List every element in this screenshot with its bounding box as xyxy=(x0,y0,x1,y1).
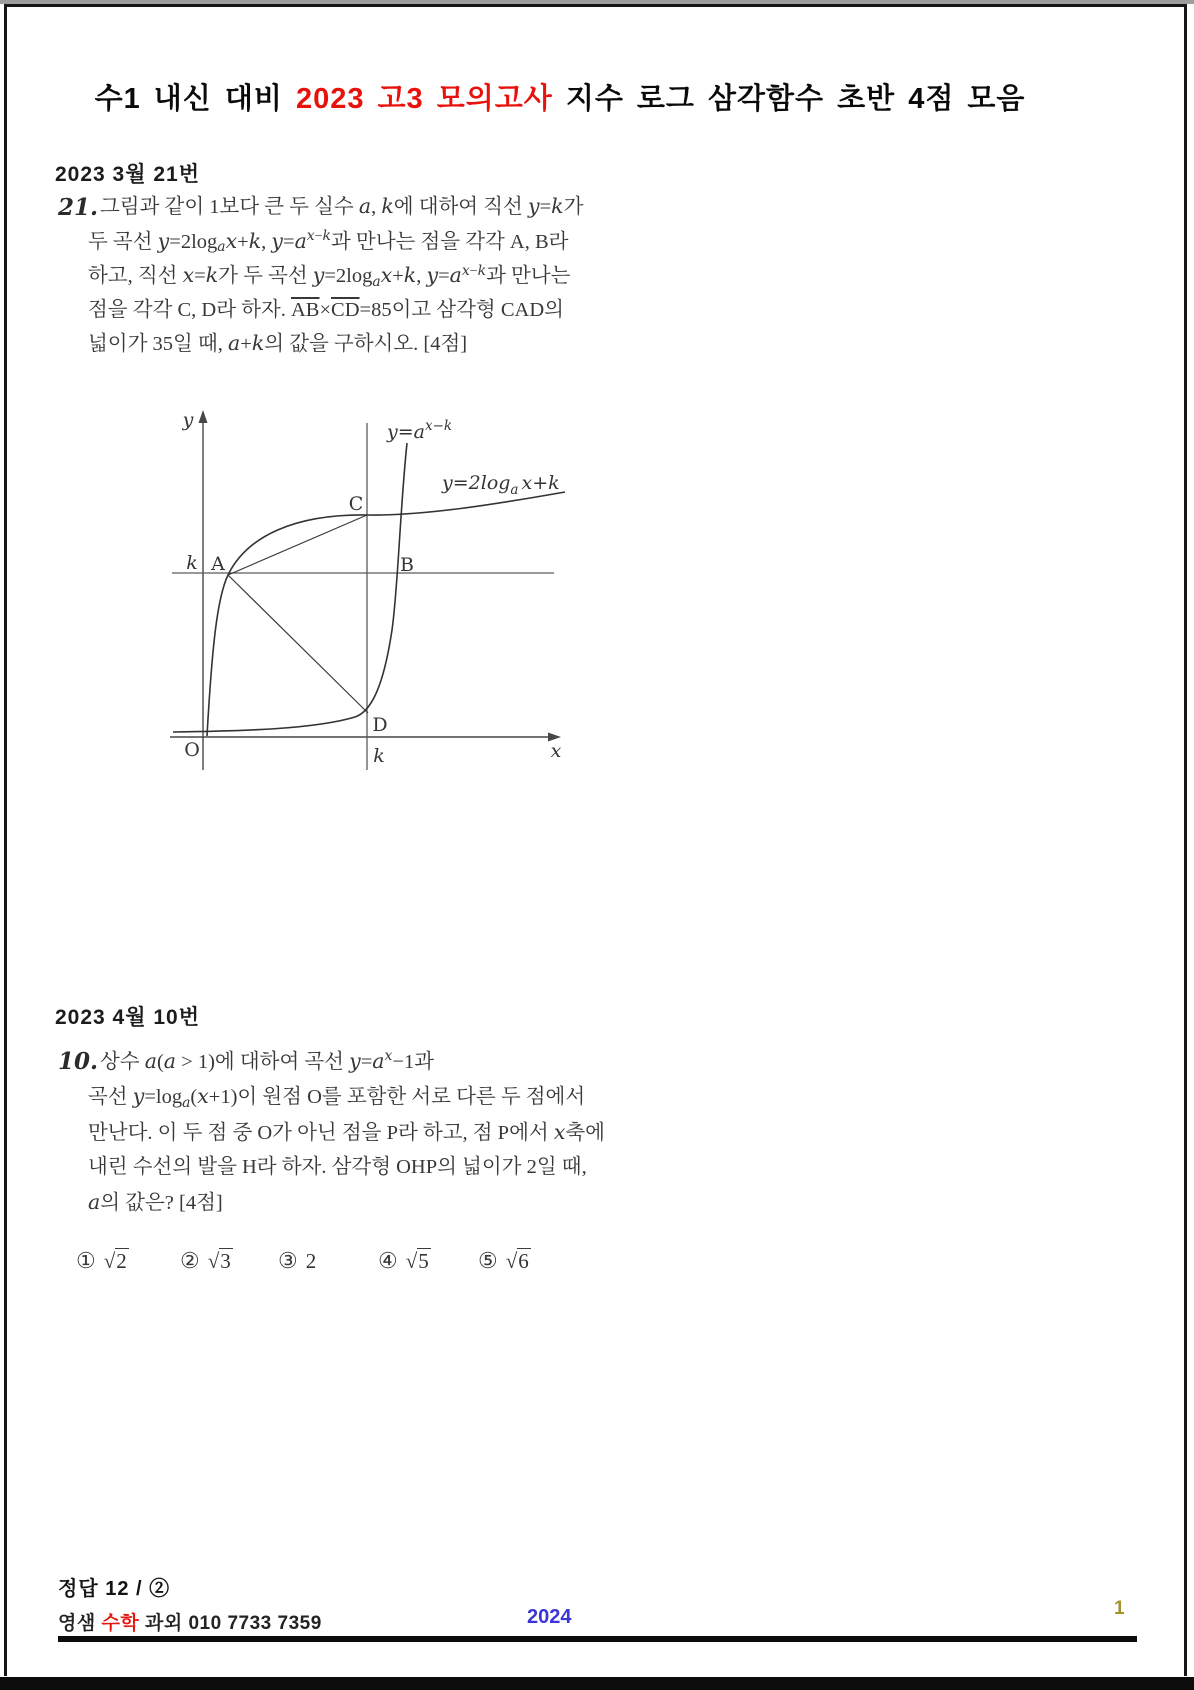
problem21-date-label: 2023 3월 21번 xyxy=(55,163,200,186)
footer-divider xyxy=(58,1636,1137,1642)
problem10-line: 만난다. 이 두 점 중 O가 아닌 점을 P라 하고, 점 P에서 x축에 xyxy=(88,1119,605,1144)
choice-1-number: ① xyxy=(76,1248,96,1273)
segment-ac xyxy=(228,515,367,575)
k-label-y-axis: k xyxy=(186,552,198,574)
log-curve-label: $y=2\log_a$ x+k xyxy=(442,472,560,498)
page-title xyxy=(30,76,1090,117)
problem21-line: 두 곡선 $y=2\log_ax+k$, $y=a^{x-k}$과 만나는 점을 각각 A, B라 xyxy=(88,227,569,256)
x-axis-label: x xyxy=(550,740,562,762)
problem21-line: 점을 각각 C, D라 하자. $\overline{AB}\times\overline{CD}=85$이고 삼각형 CAD의 xyxy=(88,298,564,321)
choice-1-value: √2 xyxy=(103,1249,127,1273)
choice-3 xyxy=(278,1248,316,1274)
exp-curve xyxy=(173,443,407,732)
problem10-line: a의 값은? [4점] xyxy=(88,1189,223,1214)
k-label-x-axis: k xyxy=(373,745,385,767)
choice-4 xyxy=(378,1248,431,1274)
title-highlight: 2023 고3 모의고사 xyxy=(295,83,553,115)
footer-year: 2024 xyxy=(527,1606,572,1628)
problem21-line: 넓이가 35일 때, a+k의 값을 구하시오. [4점] xyxy=(88,331,468,356)
problem10-body xyxy=(58,1044,668,1220)
choice-2 xyxy=(180,1248,233,1274)
problem21-body xyxy=(58,190,668,362)
choice-4-number: ④ xyxy=(378,1248,398,1273)
choice-5-value: √6 xyxy=(505,1249,529,1273)
problem10-number: 10. xyxy=(58,1048,99,1075)
problem21-figure xyxy=(155,380,575,777)
title-suffix: 지수 로그 삼각함수 초반 4점 모음 xyxy=(552,83,1026,115)
footer-contact-suffix: 과외 010 7733 7359 xyxy=(139,1613,322,1634)
point-d-label: D xyxy=(372,714,388,736)
point-c-label: C xyxy=(348,493,364,515)
point-b-label: B xyxy=(400,554,414,576)
y-axis-label: y xyxy=(182,409,194,431)
problem21-line: 그림과 같이 1보다 큰 두 실수 a, k에 대하여 직선 y=k가 xyxy=(100,194,584,218)
answer-summary: 정답 12 / ② xyxy=(58,1578,171,1600)
scan-edge-bottom xyxy=(0,1677,1194,1690)
choice-5 xyxy=(478,1248,531,1274)
segment-ad xyxy=(228,575,368,713)
choice-2-number: ② xyxy=(180,1248,200,1273)
choice-1 xyxy=(76,1248,129,1274)
footer-contact-prefix: 영샘 xyxy=(58,1613,102,1634)
title-prefix: 수1 내신 대비 xyxy=(94,83,296,115)
point-a-label: A xyxy=(211,553,225,575)
problem21-line: 하고, 직선 x=k가 두 곡선 $y=2\log_ax+k$, $y=a^{x-k}$과 만나는 xyxy=(88,262,571,290)
page-number: 1 xyxy=(1114,1598,1125,1619)
choice-3-number: ③ xyxy=(278,1248,298,1273)
problem10-line: 곡선 $y=\log_a(x+1)$이 원점 O를 포함한 서로 다른 두 점에서 xyxy=(88,1084,586,1111)
problem10-date-label: 2023 4월 10번 xyxy=(55,1006,200,1029)
problem21-number: 21. xyxy=(58,194,99,221)
footer-contact-highlight: 수학 xyxy=(101,1613,140,1634)
exp-curve-label: $y=a^{x-k}$ xyxy=(387,418,453,443)
origin-label: O xyxy=(184,739,200,761)
choice-3-value: 2 xyxy=(305,1249,317,1273)
choice-5-number: ⑤ xyxy=(478,1248,498,1273)
y-axis-arrowhead xyxy=(199,410,208,423)
problem10-line: 상수 a(a > 1)에 대하여 곡선 $y=a^x-1$과 xyxy=(100,1048,435,1073)
choice-2-value: √3 xyxy=(207,1249,231,1273)
problem10-line: 내린 수선의 발을 H라 하자. 삼각형 OHP의 넓이가 2일 때, xyxy=(88,1156,587,1179)
footer-contact xyxy=(58,1608,322,1635)
log-curve xyxy=(207,492,565,736)
choice-4-value: √5 xyxy=(405,1249,429,1273)
